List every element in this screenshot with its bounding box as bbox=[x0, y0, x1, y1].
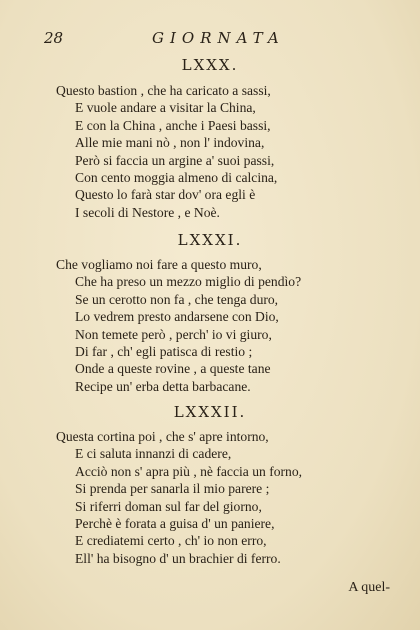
stanza bbox=[56, 82, 386, 221]
stanza-title: LXXXI. bbox=[177, 231, 243, 249]
verse-line: Lo vedrem presto andarsene con Dio, bbox=[75, 309, 279, 325]
verse-line: Questo bastion , che ha caricato a sassi, bbox=[56, 83, 271, 98]
stanza bbox=[56, 256, 386, 395]
verse-line: Alle mie mani nò , non l' indovina, bbox=[75, 135, 265, 151]
verse-line: Però si faccia un argine a' suoi passi, bbox=[75, 152, 275, 168]
verse-line: Di far , ch' egli patisca di restio ; bbox=[75, 344, 253, 360]
page-header bbox=[44, 29, 306, 49]
verse-line: E crediatemi certo , ch' io non erro, bbox=[75, 533, 267, 549]
verse-line: Questo lo farà star dov' ora egli è bbox=[75, 187, 256, 203]
verse-line: Si riferri doman sul far del giorno, bbox=[75, 498, 262, 514]
verse-line: Onde a queste rovine , a queste tane bbox=[75, 361, 271, 377]
catchword: A quel- bbox=[348, 580, 390, 595]
verse-line: Non temete però , perch' io vi giuro, bbox=[75, 326, 272, 342]
stanza-title: LXXX. bbox=[181, 56, 239, 74]
verse-line: E con la China , anche i Paesi bassi, bbox=[75, 117, 271, 133]
verse-line: E vuole andare a visitar la China, bbox=[75, 100, 256, 116]
verse-line: Con cento moggia almeno di calcina, bbox=[75, 170, 278, 186]
verse-line: Se un cerotto non fa , che tenga duro, bbox=[75, 291, 279, 307]
verse-line: Che ha preso un mezzo miglio di pendìo? bbox=[75, 274, 302, 290]
verse-line: Che vogliamo noi fare a questo muro, bbox=[56, 257, 262, 272]
running-head: GIORNATA bbox=[152, 29, 285, 47]
verse-line: Ell' ha bisogno d' un brachier di ferro. bbox=[75, 550, 281, 566]
verse-line: E ci saluta innanzi di cadere, bbox=[75, 446, 232, 462]
verse-line: Acciò non s' apra più , nè faccia un forno, bbox=[75, 463, 303, 479]
verse-line: Perchè è forata a guisa d' un paniere, bbox=[75, 516, 275, 532]
verse-line: I secoli di Nestore , e Noè. bbox=[75, 204, 220, 220]
verse-line: Si prenda per sanarla il mio parere ; bbox=[75, 481, 270, 497]
stanza-title: LXXXII. bbox=[173, 403, 247, 421]
verse-line: Recipe un' erba detta barbacane. bbox=[75, 378, 251, 394]
verse-line: Questa cortina poi , che s' apre intorno, bbox=[56, 429, 269, 444]
page-number: 28 bbox=[44, 29, 64, 47]
stanza bbox=[56, 428, 386, 567]
